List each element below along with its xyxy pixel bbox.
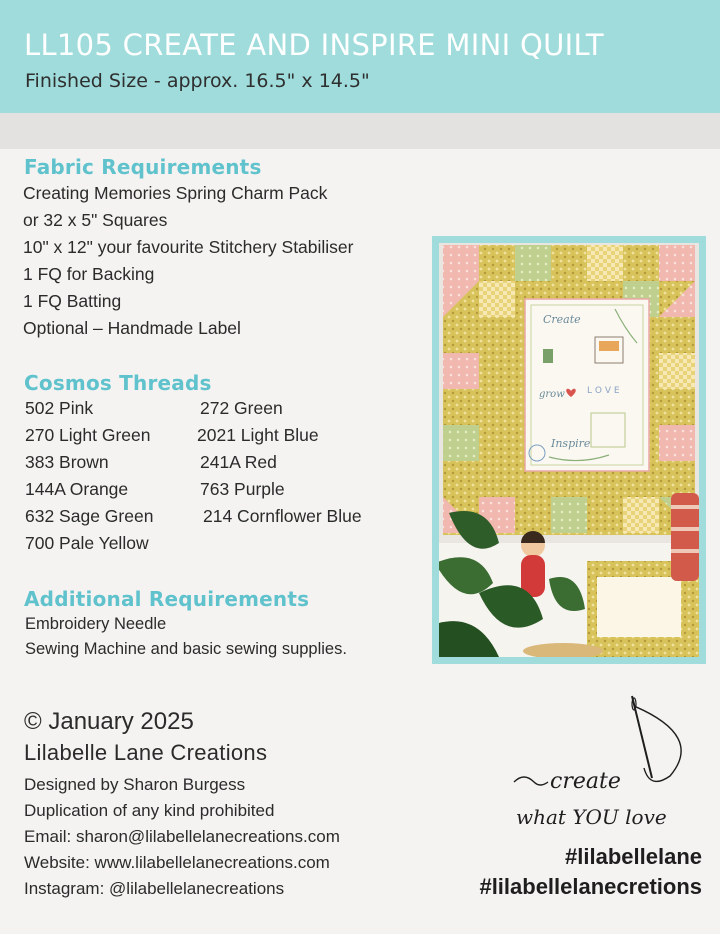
list-item: 10" x 12" your favourite Stitchery Stabiliser <box>23 237 354 257</box>
footer-credits <box>24 708 340 902</box>
quilt-label-create: Create <box>543 313 581 326</box>
thread-color: 270 Light Green <box>25 425 151 445</box>
list-item: 1 FQ for Backing <box>23 264 155 284</box>
list-item: or 32 x 5" Squares <box>23 210 168 230</box>
list-item <box>25 395 415 422</box>
list-item: Sewing Machine and basic sewing supplies. <box>25 640 347 658</box>
quilt-label-grow: grow <box>539 389 565 400</box>
additional-list <box>25 612 347 662</box>
credits-list <box>24 772 340 902</box>
finished-size: Finished Size - approx. 16.5" x 14.5" <box>25 70 370 92</box>
quilt-label-love: L O V E <box>587 386 620 396</box>
list-item <box>25 530 415 557</box>
list-item: 1 FQ Batting <box>23 291 122 311</box>
notice: Duplication of any kind prohibited <box>24 801 275 820</box>
list-item: Embroidery Needle <box>25 615 167 633</box>
thread-color: 144A Orange <box>25 479 129 499</box>
fabric-heading: Fabric Requirements <box>24 155 262 179</box>
quilt-label-inspire: Inspire <box>551 437 591 450</box>
threads-list <box>25 395 415 557</box>
fabric-list <box>23 180 354 342</box>
logo-create: create <box>550 769 621 794</box>
hashtag[interactable]: #lilabellelanecretions <box>479 874 702 899</box>
list-item: Optional – Handmade Label <box>23 318 241 338</box>
copyright: © January 2025 <box>24 708 194 735</box>
website[interactable]: Website: www.lilabellelanecreations.com <box>24 853 330 872</box>
thread-color: 763 Purple <box>200 479 285 499</box>
quilt-photo <box>432 236 706 664</box>
email[interactable]: Email: sharon@lilabellelanecreations.com <box>24 827 340 846</box>
thread-color: 2021 Light Blue <box>197 425 319 445</box>
thread-color: 632 Sage Green <box>25 506 154 526</box>
brand-name: Lilabelle Lane Creations <box>24 740 268 765</box>
thread-color: 502 Pink <box>25 398 94 418</box>
hashtags <box>479 842 702 902</box>
threads-heading: Cosmos Threads <box>24 371 212 395</box>
instagram[interactable]: Instagram: @lilabellelanecreations <box>24 879 285 898</box>
thread-color: 272 Green <box>200 398 283 418</box>
thread-color: 214 Cornflower Blue <box>203 506 362 526</box>
page-title: LL105 CREATE AND INSPIRE MINI QUILT <box>24 28 604 62</box>
designer: Designed by Sharon Burgess <box>24 775 246 794</box>
list-item: Creating Memories Spring Charm Pack <box>23 183 328 203</box>
thread-color: 700 Pale Yellow <box>25 533 149 553</box>
list-item <box>25 422 415 449</box>
logo-tagline: what YOU love <box>516 805 667 829</box>
hashtag[interactable]: #lilabellelane <box>565 844 702 869</box>
list-item <box>25 476 415 503</box>
additional-heading: Additional Requirements <box>24 587 310 611</box>
header-banner <box>0 0 720 113</box>
list-item <box>25 449 415 476</box>
divider-band <box>0 113 720 149</box>
list-item <box>25 503 415 530</box>
thread-color: 383 Brown <box>25 452 109 472</box>
quilt-illustration <box>439 243 699 657</box>
create-logo <box>510 690 710 840</box>
thread-color: 241A Red <box>200 452 277 472</box>
